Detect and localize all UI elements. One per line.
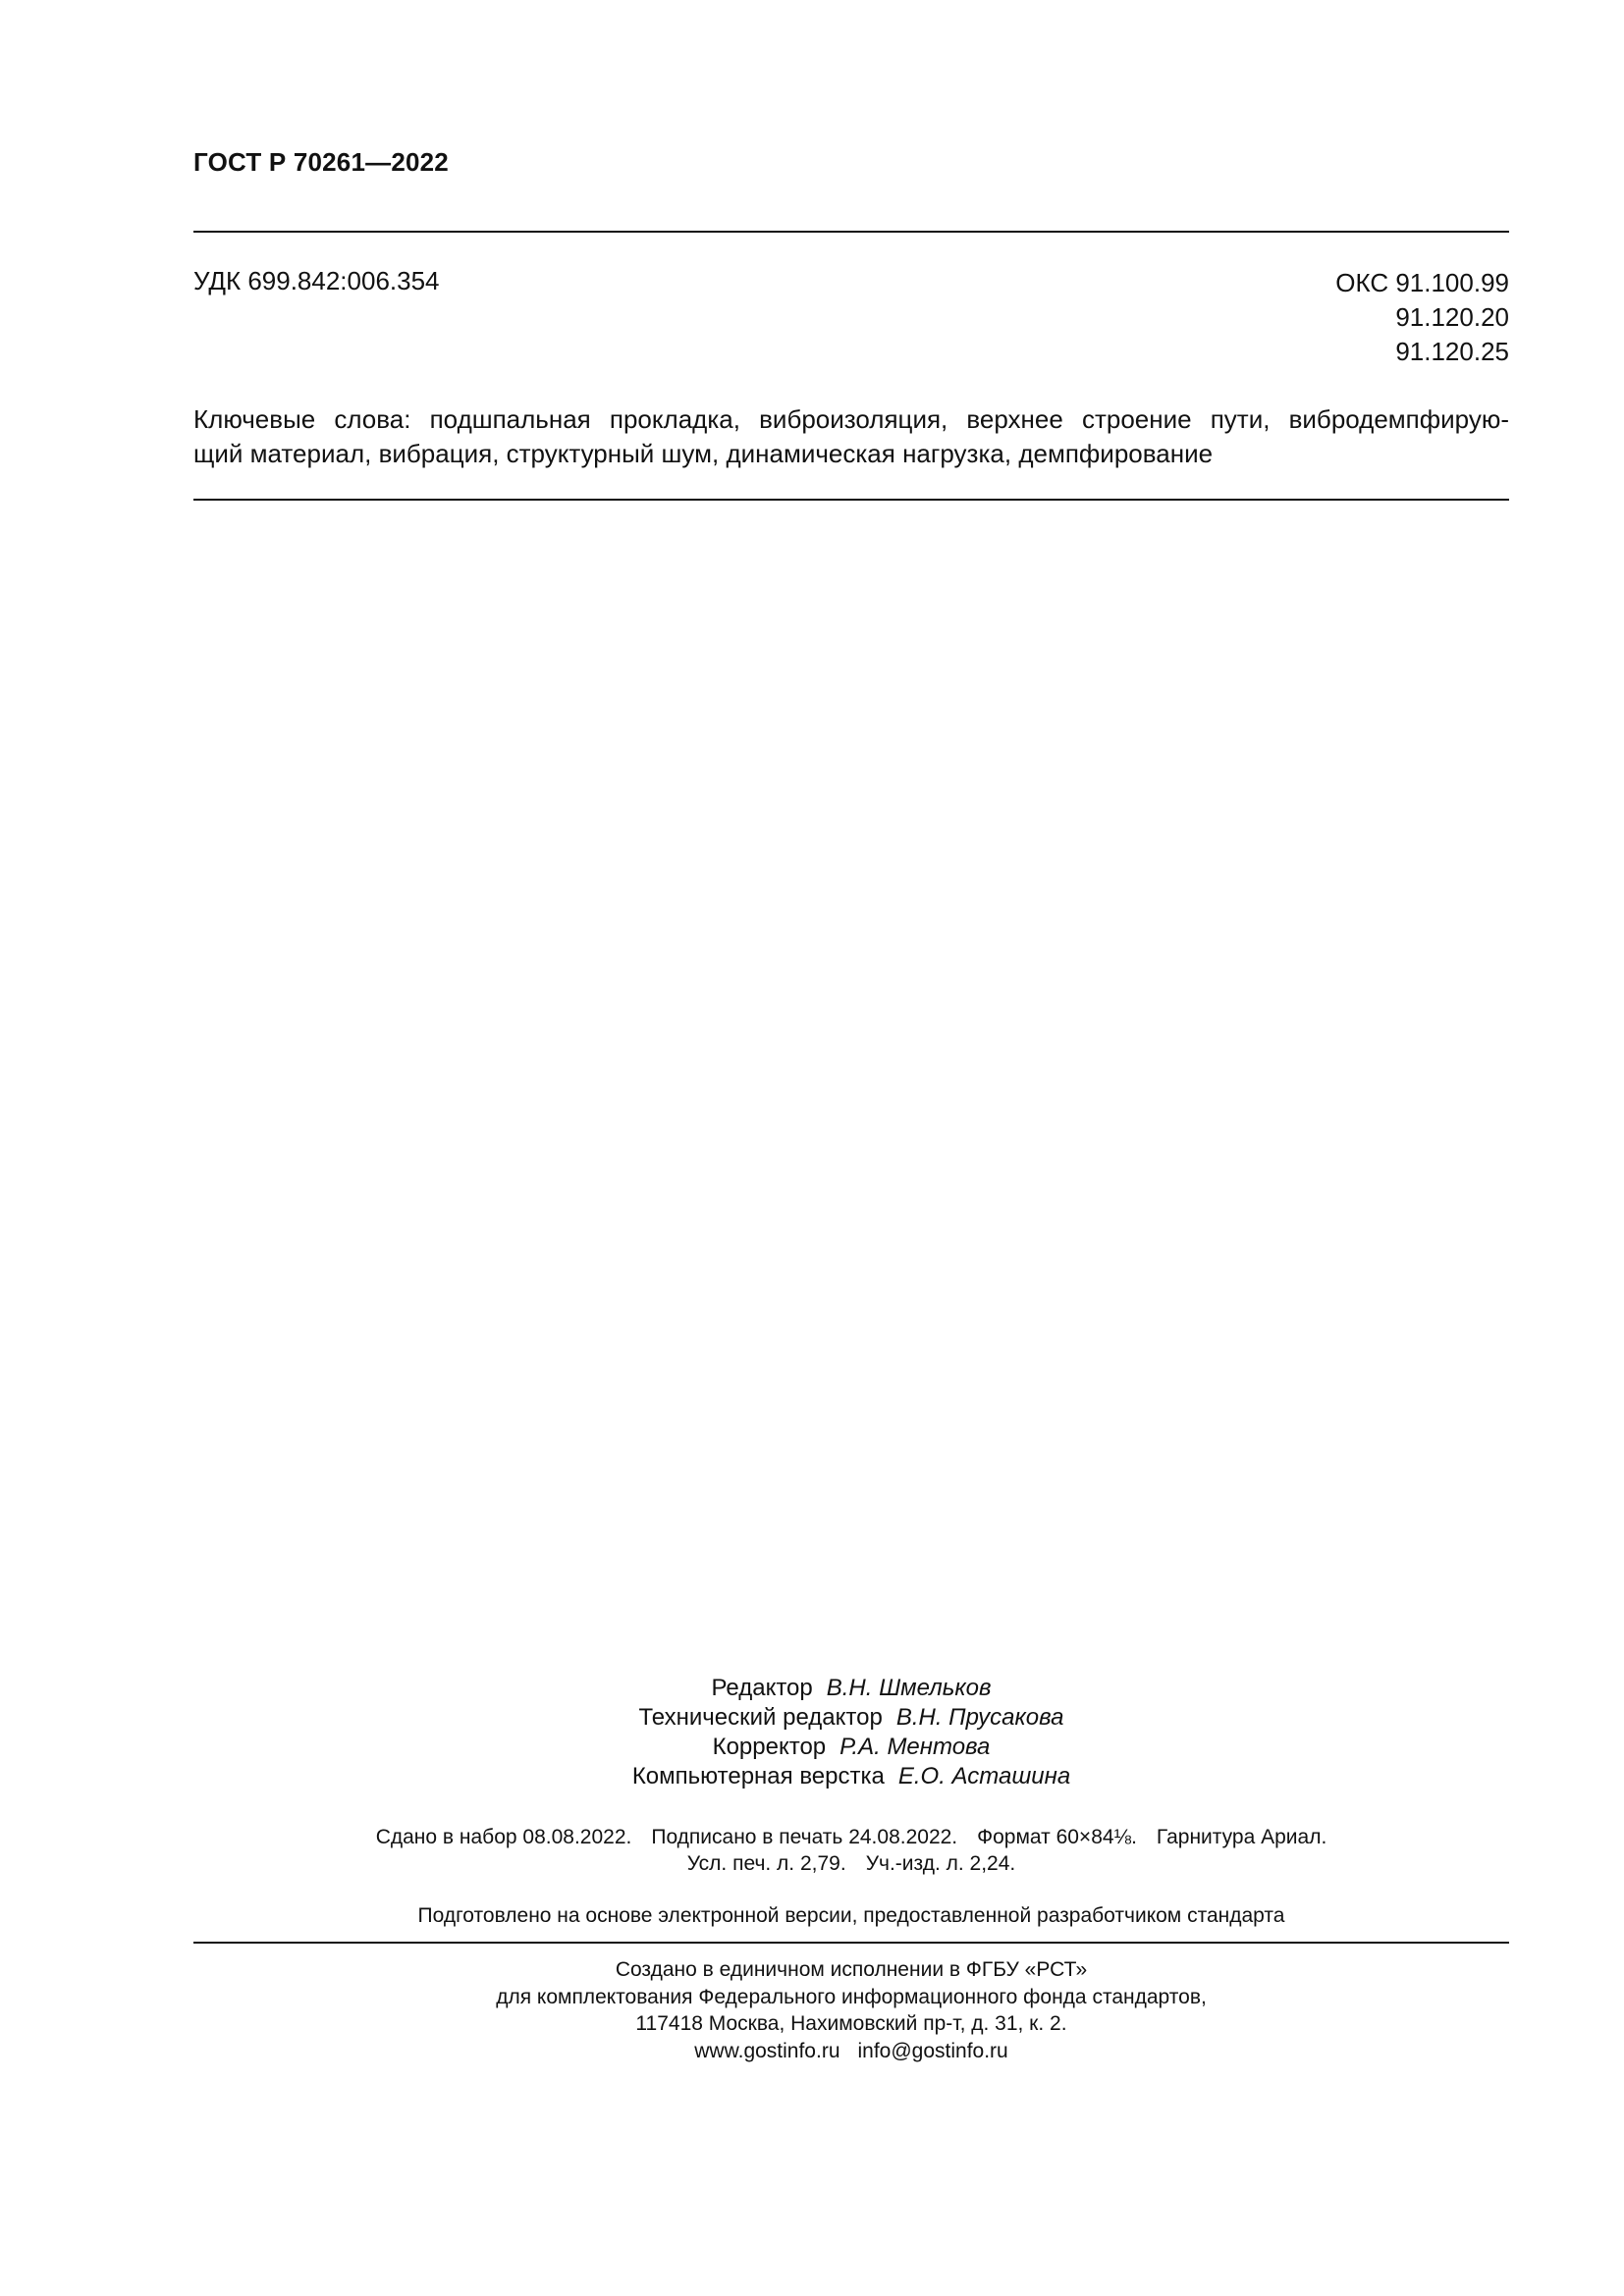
credit-line	[193, 1762, 1509, 1791]
print-sheets: Усл. печ. л. 2,79.	[686, 1852, 846, 1875]
prepared-note: Подготовлено на основе электронной версии, предоставленной разработчиком стандарта	[417, 1904, 1285, 1927]
oks-code: 91.120.20	[1395, 302, 1509, 332]
top-divider	[193, 231, 1509, 233]
footer-line: для комплектования Федерального информационного фонда стандартов,	[496, 1985, 1207, 2008]
credit-role: Компьютерная верстка	[631, 1763, 885, 1789]
print-info-line	[193, 1850, 1509, 1877]
paper-format: Формат 60×84⅛.	[977, 1826, 1137, 1848]
print-info	[193, 1824, 1509, 1877]
document-title: ГОСТ Р 70261—2022	[193, 147, 449, 177]
credit-role: Редактор	[711, 1675, 813, 1701]
email-link[interactable]: info@gostinfo.ru	[857, 2039, 1008, 2062]
credit-role: Технический редактор	[638, 1704, 883, 1731]
keywords-line: Ключевые слова: подшпальная прокладка, виброизоляция, верхнее строение пути, вибродемпфирую-	[193, 404, 1509, 434]
website-link[interactable]: www.gostinfo.ru	[694, 2039, 840, 2062]
oks-code: 91.120.25	[1395, 337, 1509, 366]
keywords-block	[193, 402, 1509, 471]
credit-line	[193, 1733, 1509, 1762]
print-info-line	[193, 1824, 1509, 1850]
oks-codes	[1335, 266, 1509, 369]
keywords-line: щий материал, вибрация, структурный шум, динамическая нагрузка, демпфирование	[193, 439, 1214, 468]
submitted-date: Сдано в набор 08.08.2022.	[375, 1826, 632, 1848]
signed-date: Подписано в печать 24.08.2022.	[651, 1826, 958, 1848]
publisher-footer	[193, 1956, 1509, 2064]
credit-line	[193, 1703, 1509, 1733]
credit-role: Корректор	[712, 1734, 827, 1760]
credit-line	[193, 1674, 1509, 1703]
footer-line: 117418 Москва, Нахимовский пр-т, д. 31, к. 2.	[635, 2012, 1067, 2035]
footer-line: Создано в единичном исполнении в ФГБУ «РСТ»	[615, 1958, 1088, 1981]
credit-person: Е.О. Асташина	[897, 1763, 1071, 1789]
footer-line	[193, 2038, 1509, 2065]
credits-block	[193, 1674, 1509, 1791]
credit-person: Р.А. Ментова	[839, 1734, 991, 1760]
footer-divider	[193, 1942, 1509, 1944]
credit-person: В.Н. Шмельков	[826, 1675, 992, 1701]
udk-code: УДК 699.842:006.354	[193, 266, 440, 295]
credit-person: В.Н. Прусакова	[895, 1704, 1064, 1731]
publisher-sheets: Уч.-изд. л. 2,24.	[865, 1852, 1016, 1875]
typeface: Гарнитура Ариал.	[1156, 1826, 1327, 1848]
keywords-divider	[193, 499, 1509, 501]
oks-code: ОКС 91.100.99	[1335, 268, 1509, 297]
